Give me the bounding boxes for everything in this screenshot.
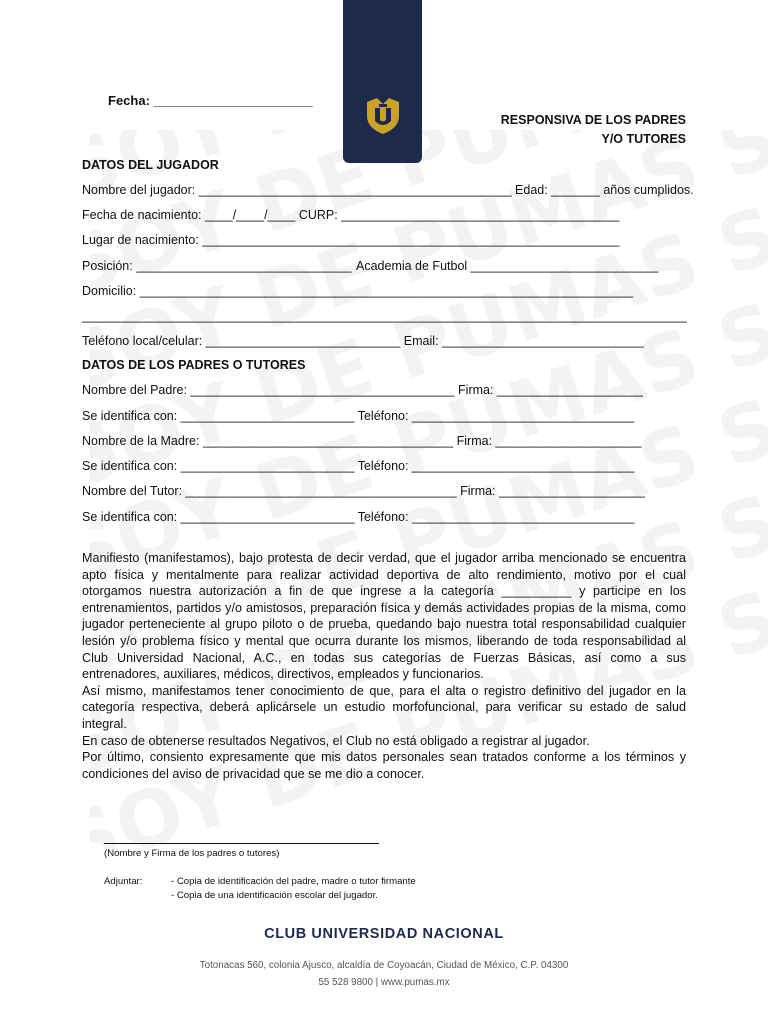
footer-contact: 55 528 9800 | www.pumas.mx bbox=[318, 977, 450, 988]
position-field[interactable]: Posición: _______________________________ bbox=[82, 259, 352, 273]
section-heading-player: DATOS DEL JUGADOR bbox=[82, 158, 219, 172]
signature-line[interactable] bbox=[104, 843, 379, 844]
attachment-item: - Copia de identificación del padre, madre o tutor firmante bbox=[171, 876, 416, 887]
declaration-paragraph: Manifiesto (manifestamos), bajo protesta de decir verdad, que el jugador arriba mencionado se encuentra apto física y mentalmente para realizar actividad deportiva de alto rendimiento, motivo por el cual otorgamos nuestra autorización a fin de que ingrese a la categoría __________ y participe en los entrenamientos, partidos y/o amistosos, preparación física y demás actividades propias de la misma, como jugador perteneciente al grupo piloto o de prueba, quedando bajo nuestra total responsabilidad cualquier lesión y/o problema físico y mental que ocurra durante los mismos, liberando de toda responsabilidad al Club Universidad Nacional, A.C., en todas sus categorías de Fuerzas Básicas, así como a sus entrenadores, auxiliares, médicos, directivos, empleados y funcionarios. bbox=[82, 551, 686, 682]
header-ribbon bbox=[343, 0, 422, 163]
document-title-line1: RESPONSIVA DE LOS PADRES bbox=[500, 113, 686, 127]
address-continuation-field[interactable]: _______________________________________________________________________________________ bbox=[82, 309, 687, 323]
tutor-name-field[interactable]: Nombre del Tutor: _______________________________________ Firma: _____________________ bbox=[82, 484, 645, 498]
document-title-line2: Y/O TUTORES bbox=[601, 132, 686, 146]
birthdate-curp-field[interactable]: Fecha de nacimiento: ____/____/____ CURP: ________________________________________ bbox=[82, 208, 620, 222]
father-id-field[interactable]: Se identifica con: _________________________ Teléfono: ________________________________ bbox=[82, 409, 635, 423]
tutor-id-field[interactable]: Se identifica con: _________________________ Teléfono: ________________________________ bbox=[82, 510, 635, 524]
player-name-field[interactable]: Nombre del jugador: _____________________________________________ Edad: _______ años cumplidos. bbox=[82, 183, 694, 197]
attachment-item: - Copia de una identificación escolar del jugador. bbox=[171, 890, 378, 901]
declaration-paragraph: Así mismo, manifestamos tener conocimiento de que, para el alta o registro definitivo del jugador en la categoría respectiva, deberá aplicársele un estudio morfofuncional, para verificar su estado de salud integral. bbox=[82, 683, 686, 731]
signature-caption: (Nombre y Firma de los padres o tutores) bbox=[104, 848, 280, 859]
phone-email-field[interactable]: Teléfono local/celular: ____________________________ Email: _____________________________ bbox=[82, 334, 644, 348]
fecha-field[interactable]: Fecha: ______________________ bbox=[108, 93, 313, 108]
academy-field[interactable]: Academia de Futbol ___________________________ bbox=[356, 259, 659, 273]
footer-organization: CLUB UNIVERSIDAD NACIONAL bbox=[264, 926, 504, 942]
birthplace-field[interactable]: Lugar de nacimiento: ____________________________________________________________ bbox=[82, 233, 620, 247]
declaration-paragraph: En caso de obtenerse resultados Negativos, el Club no está obligado a registrar al jugador. bbox=[82, 733, 590, 748]
pumas-logo-icon bbox=[363, 96, 403, 136]
mother-id-field[interactable]: Se identifica con: _________________________ Teléfono: ________________________________ bbox=[82, 459, 635, 473]
footer-address: Totonacas 560, colonia Ajusco, alcaldía de Coyoacán, Ciudad de México, C.P. 04300 bbox=[199, 960, 569, 971]
section-heading-parents: DATOS DE LOS PADRES O TUTORES bbox=[82, 358, 306, 372]
father-name-field[interactable]: Nombre del Padre: ______________________________________ Firma: _____________________ bbox=[82, 383, 643, 397]
declaration-paragraph: Por último, consiento expresamente que mis datos personales sean tratados conforme a los términos y condiciones del aviso de privacidad que se me dio a conocer. bbox=[82, 750, 686, 781]
declaration-text bbox=[82, 550, 686, 782]
address-field[interactable]: Domicilio: _______________________________________________________________________ bbox=[82, 284, 634, 298]
attachments-label: Adjuntar: bbox=[104, 876, 143, 887]
mother-name-field[interactable]: Nombre de la Madre: ____________________________________ Firma: _____________________ bbox=[82, 434, 642, 448]
